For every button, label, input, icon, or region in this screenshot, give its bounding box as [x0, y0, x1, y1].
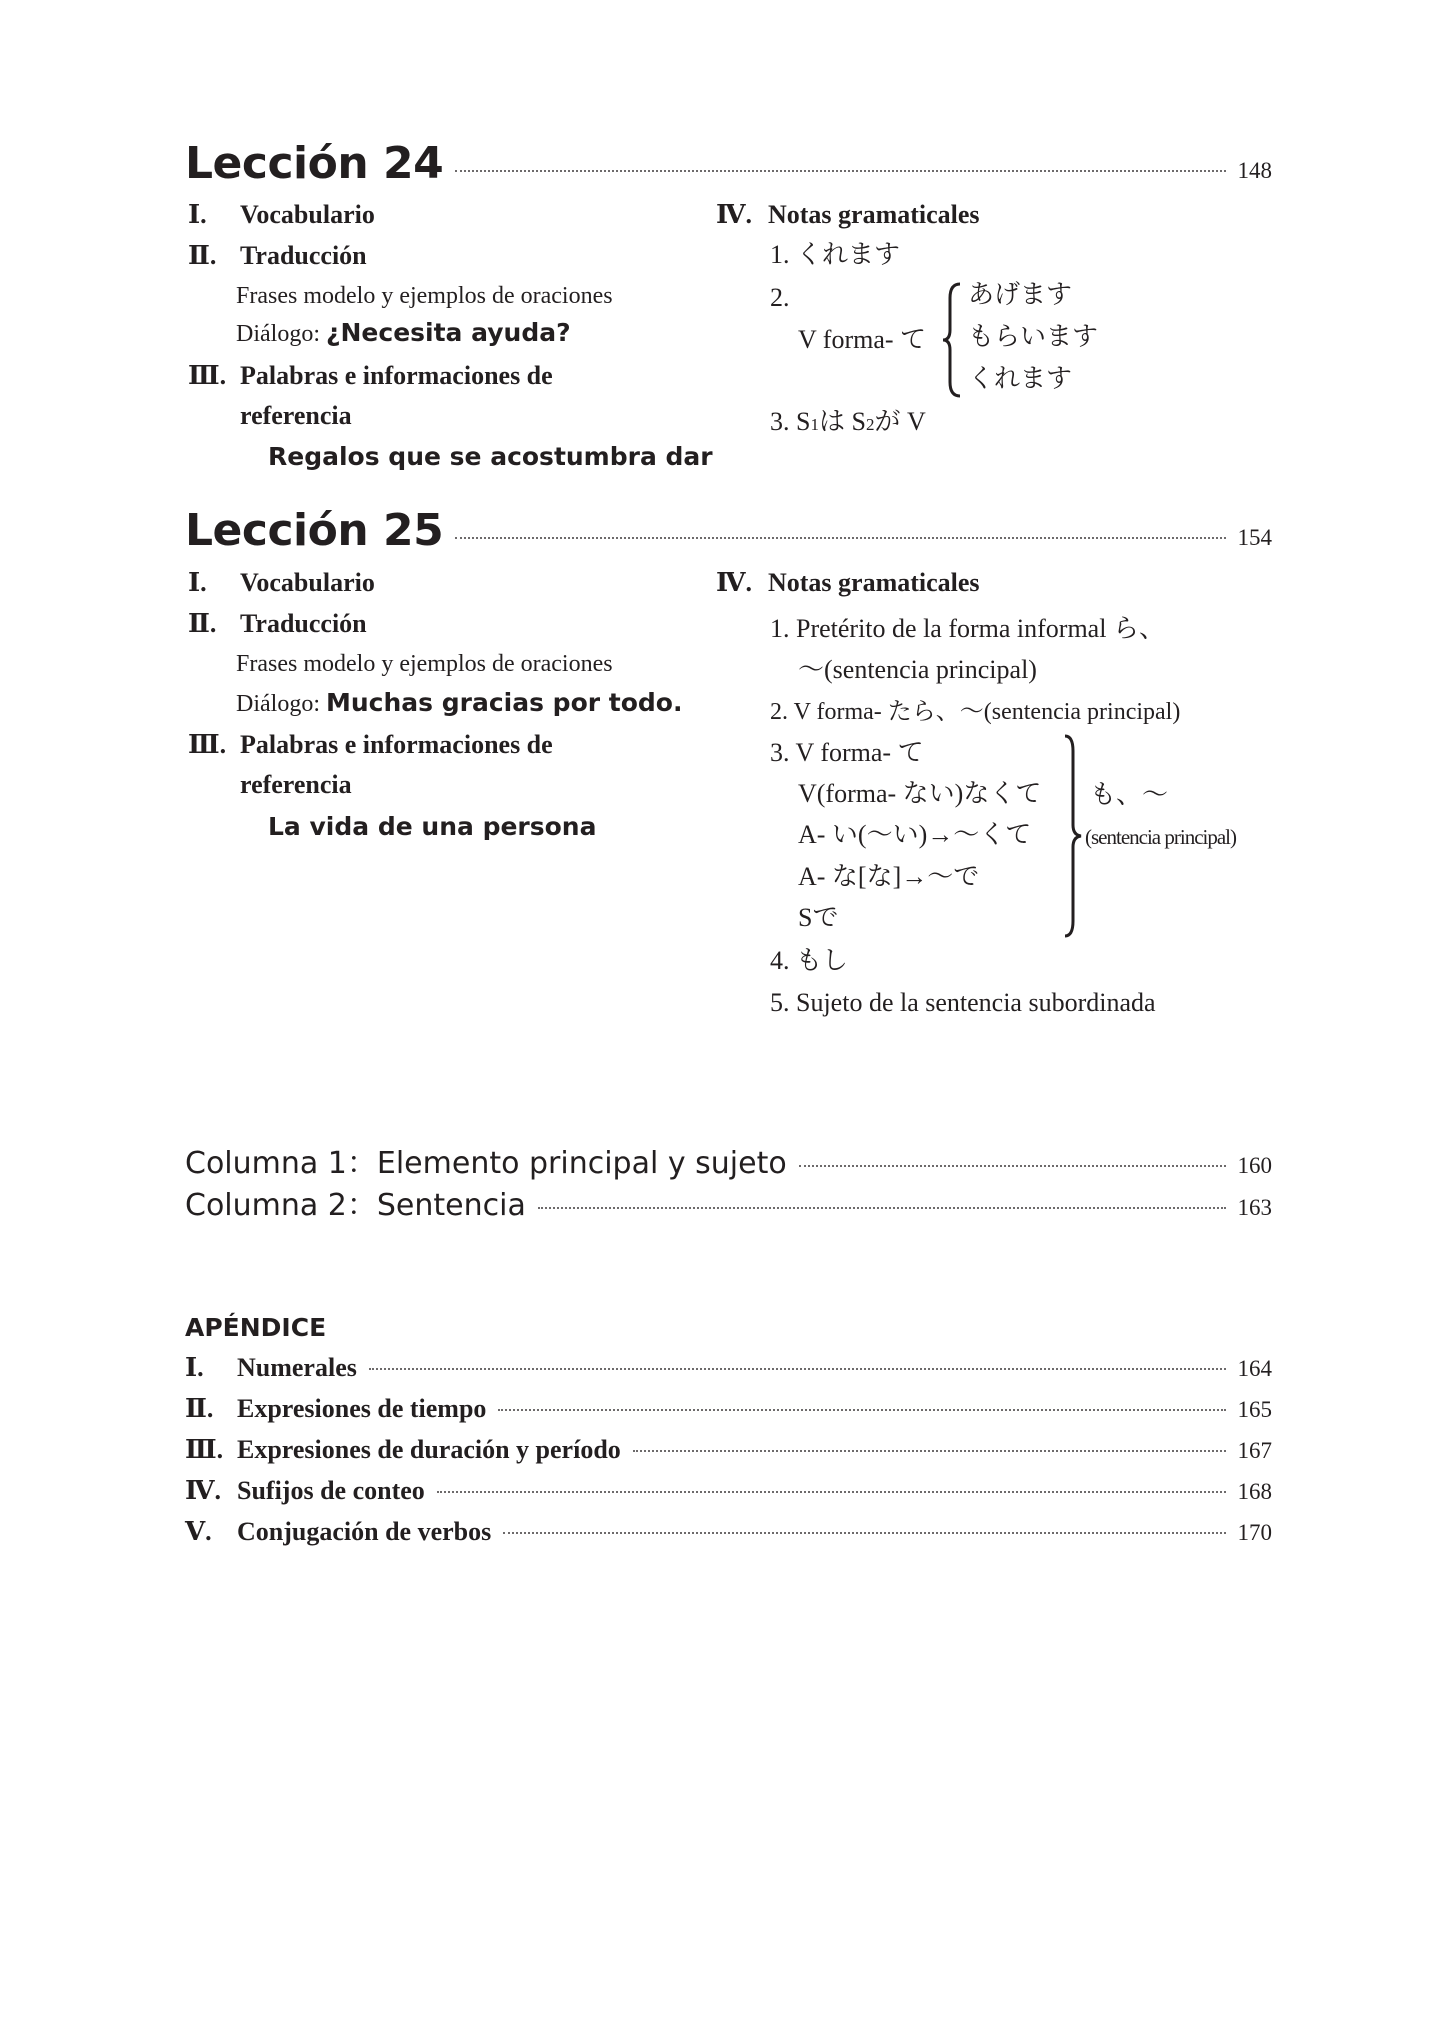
columna-title: Columna 1：Elemento principal y sujeto [185, 1146, 787, 1181]
appendix-entry[interactable] [185, 1353, 1272, 1383]
referencia-title: Regalos que se acostumbra dar [268, 442, 713, 471]
section-label: Traducción [240, 241, 367, 270]
nota-3 [770, 407, 926, 440]
section-notas[interactable] [716, 568, 980, 598]
nota-2-opt-1: あげます [968, 280, 1073, 309]
page-number: 164 [1237, 1356, 1272, 1381]
nota-3-result-sub: (sentencia principal) [1085, 825, 1236, 849]
section-vocabulario[interactable] [188, 200, 375, 230]
section-palabras[interactable] [188, 730, 553, 760]
lesson-title: Lección 25 [185, 505, 444, 556]
nota-3-part: は S [818, 407, 866, 436]
section-notas[interactable] [716, 200, 980, 230]
appendix-entry[interactable] [185, 1517, 1272, 1547]
section-number: Ⅰ. [188, 200, 207, 229]
section-label: Vocabulario [240, 568, 375, 597]
section-number: Ⅲ. [185, 1435, 224, 1464]
appendix-entry[interactable] [185, 1476, 1272, 1506]
dot-leader [633, 1450, 1226, 1452]
nota-3-result: も、～ [1090, 780, 1169, 809]
dialogo-prefix: Diálogo: [236, 321, 320, 347]
curly-brace-icon [1063, 733, 1085, 939]
section-label: Vocabulario [240, 200, 375, 229]
section-number: Ⅳ. [185, 1476, 222, 1505]
appendix-label: Expresiones de duración y período [237, 1435, 621, 1464]
section-number: Ⅱ. [188, 609, 217, 638]
appendix-heading: APÉNDICE [185, 1313, 327, 1342]
appendix-label: Sufijos de conteo [237, 1476, 425, 1505]
nota-4: 4. もし [770, 946, 849, 975]
nota-2-form: V forma- て [798, 325, 927, 354]
columna-2-entry[interactable] [185, 1180, 1272, 1224]
subscript: 2 [865, 415, 875, 434]
lesson-24-heading[interactable] [185, 138, 1272, 189]
nota-3-part: が V [874, 407, 926, 436]
nota-3-line-5: Sで [798, 903, 839, 932]
section-label: Palabras e informaciones de [240, 730, 553, 759]
page-number: 168 [1237, 1479, 1272, 1504]
referencia-title: La vida de una persona [268, 812, 597, 841]
dot-leader [455, 537, 1225, 539]
dialogo-prefix: Diálogo: [236, 691, 320, 717]
dot-leader [503, 1532, 1225, 1534]
dot-leader [437, 1491, 1226, 1493]
section-label: Palabras e informaciones de [240, 361, 553, 390]
nota-2-opt-2: もらいます [968, 322, 1099, 351]
nota-1: 1. くれます [770, 240, 901, 269]
page-number: 163 [1237, 1195, 1272, 1220]
page-number: 170 [1237, 1520, 1272, 1545]
section-number: Ⅳ. [716, 200, 753, 229]
section-label: Traducción [240, 609, 367, 638]
appendix-entry[interactable] [185, 1435, 1272, 1465]
subsection-frases: Frases modelo y ejemplos de oraciones [236, 283, 613, 309]
page-number: 160 [1237, 1153, 1272, 1178]
nota-5: 5. Sujeto de la sentencia subordinada [770, 988, 1156, 1017]
appendix-label: Numerales [237, 1353, 357, 1382]
section-label: Notas gramaticales [768, 568, 980, 597]
section-number: Ⅲ. [188, 361, 227, 390]
subsection-frases: Frases modelo y ejemplos de oraciones [236, 651, 613, 677]
section-number: Ⅱ. [185, 1394, 214, 1423]
nota-2: 2. [770, 283, 790, 312]
dialogo-title: ¿Necesita ayuda? [326, 318, 571, 347]
nota-3-part: 3. S [770, 407, 811, 436]
section-number: Ⅴ. [185, 1517, 212, 1546]
dot-leader [538, 1207, 1226, 1209]
dot-leader [799, 1165, 1226, 1167]
appendix-label: Conjugación de verbos [237, 1517, 492, 1546]
section-number: Ⅰ. [188, 568, 207, 597]
subscript: 1 [810, 415, 819, 434]
section-palabras[interactable] [188, 361, 553, 391]
page-number: 167 [1237, 1438, 1272, 1463]
dot-leader [498, 1409, 1225, 1411]
section-vocabulario[interactable] [188, 568, 375, 598]
nota-2: 2. V forma- たら、～(sentencia principal) [770, 699, 1181, 725]
nota-1-cont: ～(sentencia principal) [798, 655, 1037, 684]
section-label-cont: referencia [240, 770, 352, 799]
lesson-title: Lección 24 [185, 138, 444, 189]
dot-leader [455, 170, 1225, 172]
section-number: Ⅱ. [188, 241, 217, 270]
columna-title: Columna 2：Sentencia [185, 1188, 526, 1223]
section-number: Ⅳ. [716, 568, 753, 597]
nota-3-line-4: A- な[な]→～で [798, 862, 980, 891]
page-number: 154 [1237, 525, 1272, 550]
nota-3-line-2: V(forma- ない)なくて [798, 779, 1042, 808]
section-label-cont: referencia [240, 401, 352, 430]
nota-3-line-1: 3. V forma- て [770, 738, 924, 767]
section-number: Ⅲ. [188, 730, 227, 759]
section-traduccion[interactable] [188, 609, 367, 639]
page-number: 165 [1237, 1397, 1272, 1422]
appendix-label: Expresiones de tiempo [237, 1394, 487, 1423]
dot-leader [369, 1368, 1226, 1370]
lesson-25-heading[interactable] [185, 505, 1272, 556]
columna-1-entry[interactable] [185, 1138, 1272, 1182]
page-number: 148 [1237, 158, 1272, 183]
appendix-entry[interactable] [185, 1394, 1272, 1424]
subsection-dialogo [236, 318, 571, 349]
section-number: Ⅰ. [185, 1353, 204, 1382]
nota-3-line-3: A- い(～い)→～くて [798, 820, 1032, 849]
nota-1: 1. Pretérito de la forma informal ら、 [770, 614, 1165, 643]
section-traduccion[interactable] [188, 241, 367, 271]
curly-brace-icon [940, 280, 964, 400]
section-label: Notas gramaticales [768, 200, 980, 229]
nota-2-opt-3: くれます [968, 364, 1073, 393]
subsection-dialogo [236, 688, 682, 719]
dialogo-title: Muchas gracias por todo. [326, 688, 683, 717]
